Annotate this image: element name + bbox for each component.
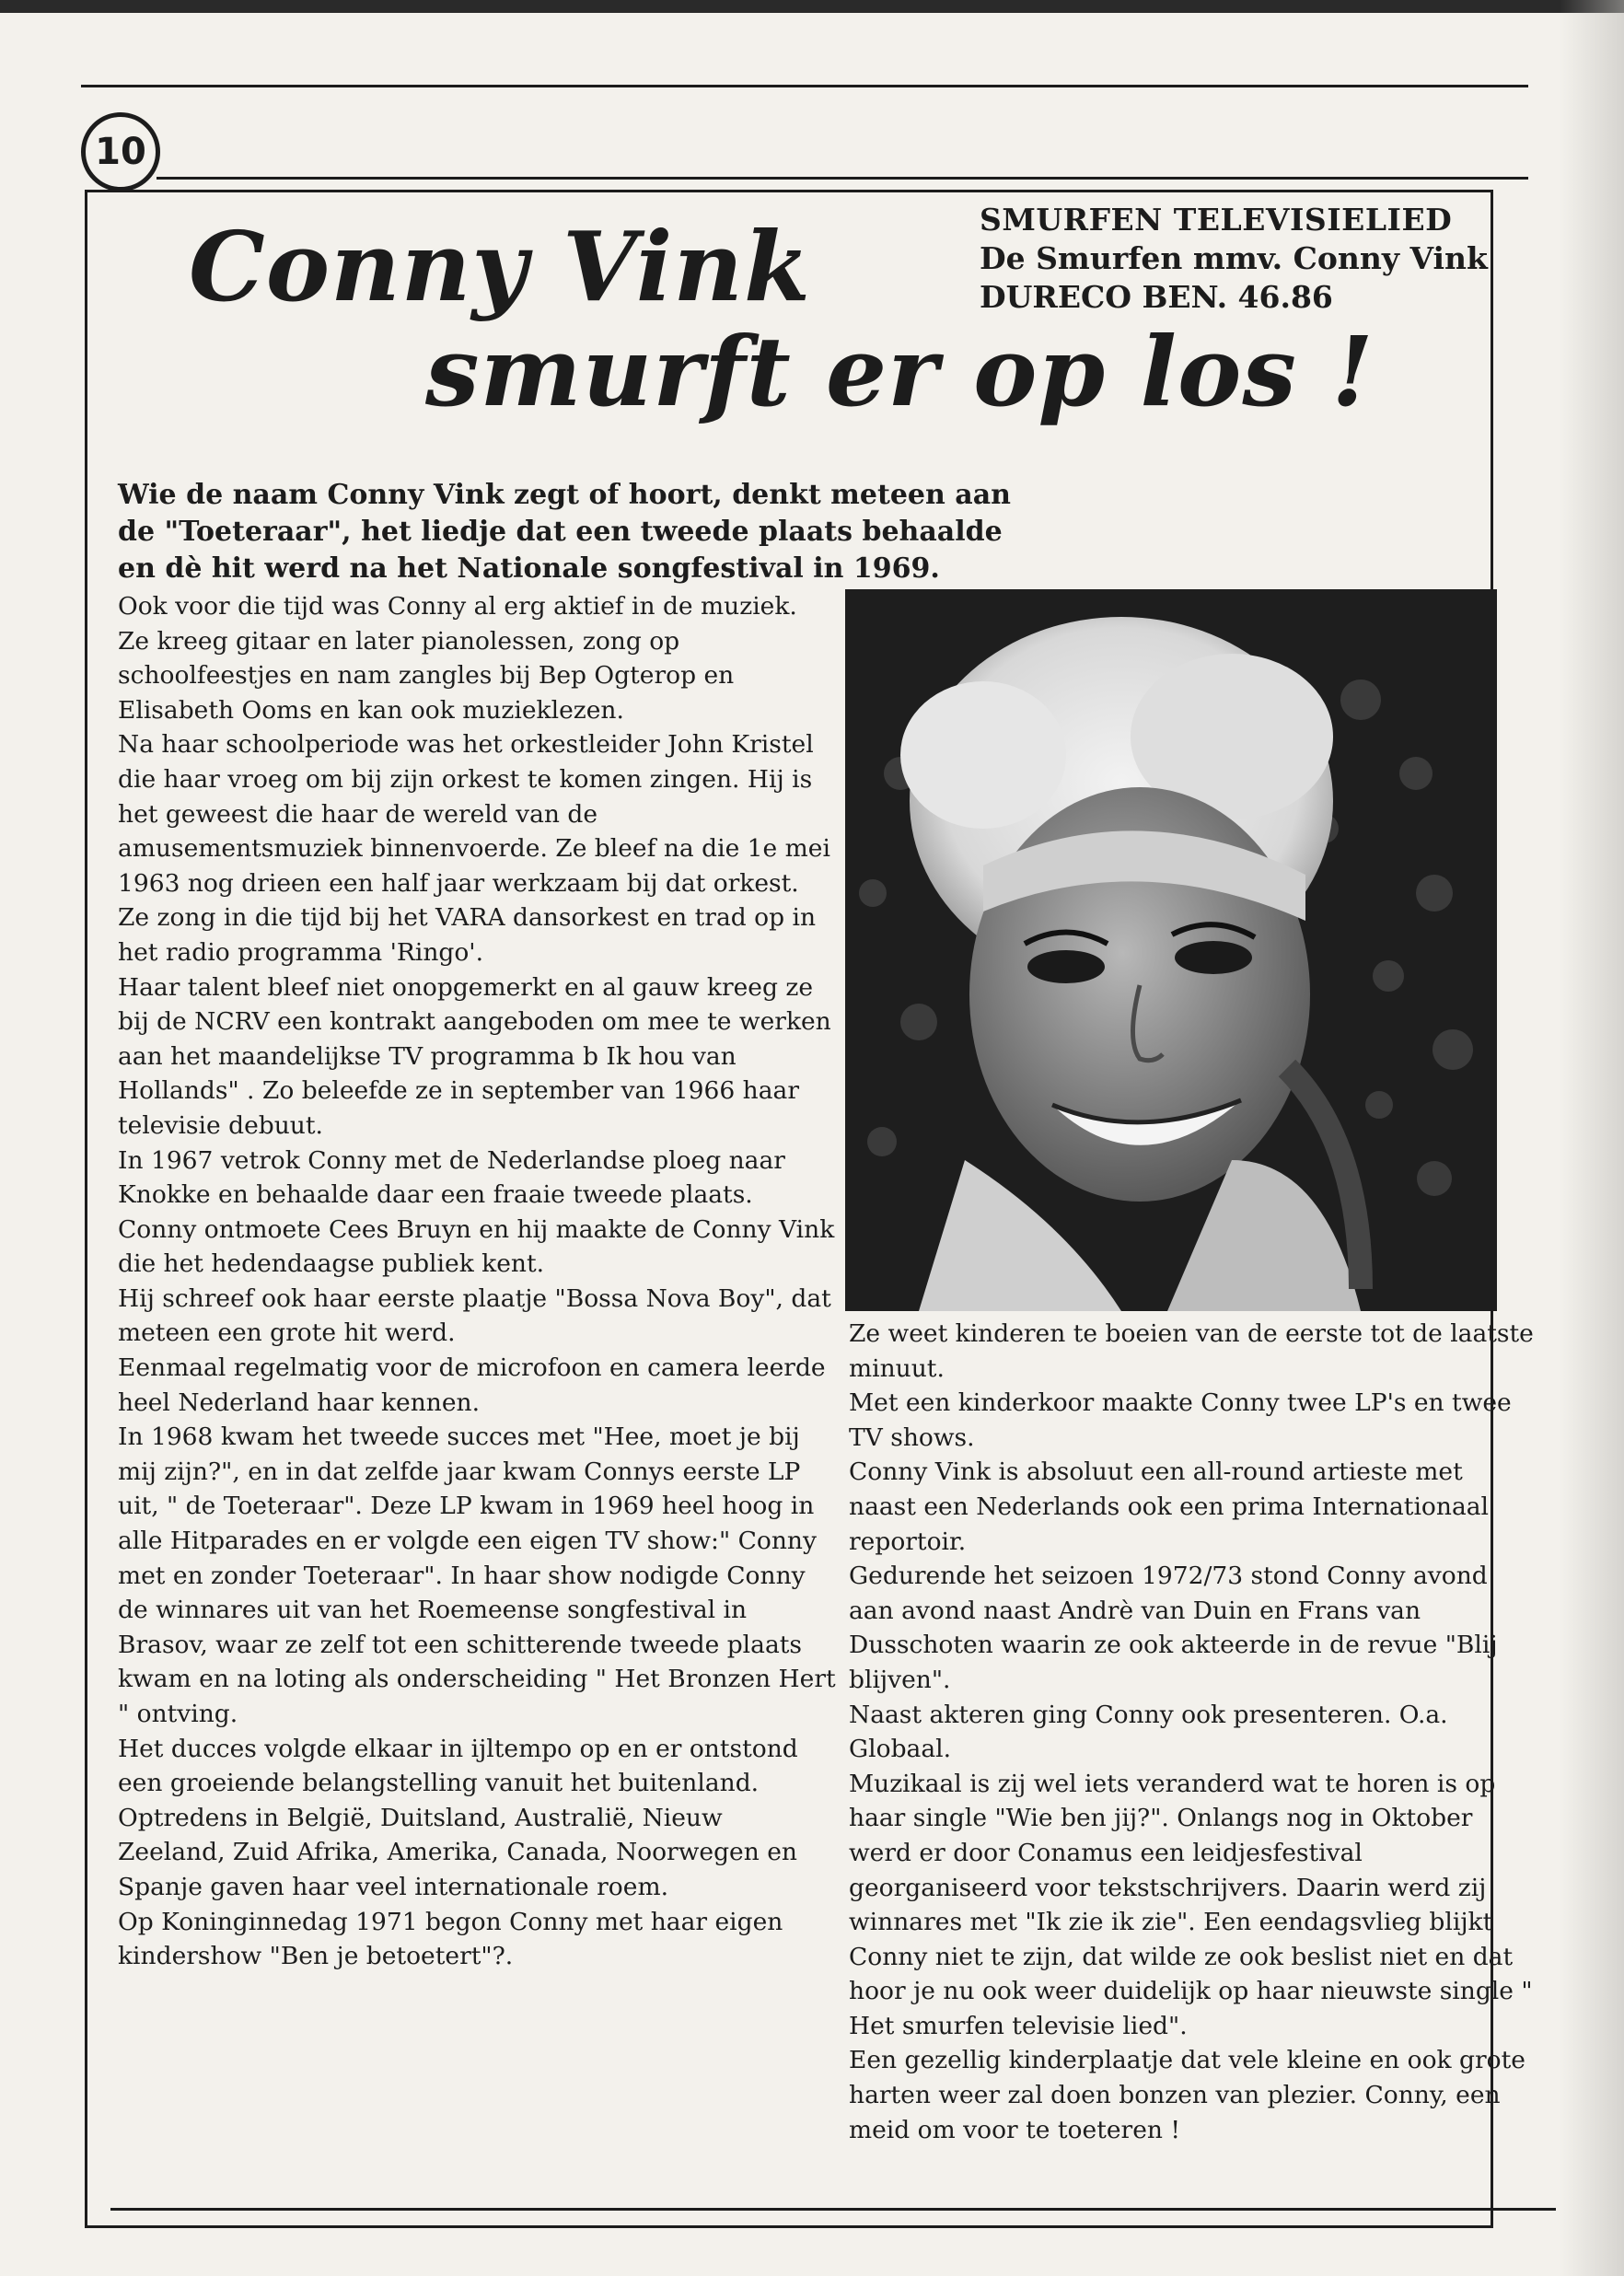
paragraph: Ze weet kinderen te boeien van de eerste tot de laatste minuut. <box>849 1319 1534 1383</box>
paragraph: Met een kinderkoor maakte Conny twee LP's en twee TV shows. <box>849 1388 1512 1452</box>
header-rule-bottom <box>157 177 1528 180</box>
paragraph: Op Koninginnedag 1971 begon Conny met haar eigen kindershow "Ben je betoetert"?. <box>118 1907 783 1971</box>
paragraph: In 1967 vetrok Conny met de Nederlandse ploeg naar Knokke en behaalde daar een fraaie tweede plaats. Conny ontmoete Cees Bruyn en hij maakte de Conny Vink die het hedendaagse publiek kent. <box>118 1145 835 1279</box>
paragraph: In 1968 kwam het tweede succes met "Hee, moet je bij mij zijn?", en in dat zelfde jaar kwam Connys eerste LP uit, " de Toeteraar". Deze LP kwam in 1969 heel hoog in alle Hitparades en er volgde een eigen TV show:" Conny met en zonder Toeteraar". In haar show nodigde Conny de winnares uit van het Roemeense songfestival in Brasov, waar ze zelf tot een schitterende tweede plaats kwam en na loting als onderscheiding " Het Bronzen Hert " ontving. <box>118 1422 836 1728</box>
portrait-illustration <box>845 589 1497 1311</box>
paragraph: Ze zong in die tijd bij het VARA dansorkest en trad op in het radio programma 'Ringo'. <box>118 903 817 967</box>
paragraph: Hij schreef ook haar eerste plaatje "Bossa Nova Boy", dat meteen een grote hit werd. <box>118 1283 831 1348</box>
paragraph: Gedurende het seizoen 1972/73 stond Conny avond aan avond naast Andrè van Duin en Frans van Dusschoten waarin ze ook akteerde in de revue "Blij blijven". <box>849 1562 1498 1694</box>
header-rule-top <box>81 85 1528 87</box>
record-artist: De Smurfen mmv. Conny Vink <box>980 240 1488 276</box>
record-catalog-number: DURECO BEN. 46.86 <box>980 279 1333 315</box>
paragraph: Een gezellig kinderplaatje dat vele kleine en ook grote harten weer zal doen bonzen van plezier. Conny, een meid om voor te toeteren ! <box>849 2046 1525 2144</box>
paragraph: Naast akteren ging Conny ook presenteren. O.a. Globaal. <box>849 1700 1448 1764</box>
paragraph: Het ducces volgde elkaar in ijltempo op en er ontstond een groeiende belangstelling vanuit het buitenland. Optredens in België, Duitsland, Australië, Nieuw Zeeland, Zuid Afrika, Amerika, Canada, Noorwegen en Spanje gaven haar veel internationale roem. <box>118 1734 798 1901</box>
lead-paragraph <box>118 477 1075 587</box>
lead-line: de "Toeteraar", het liedje dat een tweede plaats behaalde <box>118 516 1003 548</box>
paragraph: Eenmaal regelmatig voor de microfoon en camera leerde heel Nederland haar kennen. <box>118 1353 826 1417</box>
record-info <box>980 201 1488 317</box>
lead-line: en dè hit werd na het Nationale songfestival in 1969. <box>118 552 940 585</box>
paragraph: Conny Vink is absoluut een all-round artieste met naast een Nederlands ook een prima Internationaal reportoir. <box>849 1457 1490 1556</box>
paragraph: Muzikaal is zij wel iets veranderd wat te horen is op haar single "Wie ben jij?". Onlangs nog in Oktober werd er door Conamus een leidjesfestival georganiseerd voor tekstschrijvers. Daarin werd zij winnares met "Ik zie ik zie". Een eendagsvlieg blijkt Conny niet te zijn, dat wilde ze ook beslist niet en dat hoor je nu ook weer duidelijk op haar nieuwste single " Het smurfen televisie lied". <box>849 1769 1533 2040</box>
headline-line-1: Conny Vink <box>189 210 812 323</box>
scan-right-edge-shadow <box>1560 0 1624 2276</box>
record-title: SMURFEN TELEVISIELIED <box>980 202 1453 238</box>
paragraph: Ook voor die tijd was Conny al erg aktief in de muziek. Ze kreeg gitaar en later pianolessen, zong op schoolfeestjes en nam zangles bij Bep Ogterop en Elisabeth Ooms en kan ook muzieklezen. <box>118 592 797 725</box>
conny-vink-photo <box>845 589 1497 1311</box>
headline-line-2: smurft er op los ! <box>425 315 1375 428</box>
lead-line: Wie de naam Conny Vink zegt of hoort, denkt meteen aan <box>118 479 1011 511</box>
footer-rule <box>110 2208 1556 2211</box>
right-column <box>849 1317 1537 2147</box>
paragraph: Na haar schoolperiode was het orkestleider John Kristel die haar vroeg om bij zijn orkest te komen zingen. Hij is het geweest die haar de wereld van de amusementsmuziek binnenvoerde. Ze bleef na die 1e mei 1963 nog drieen een half jaar werkzaam bij dat orkest. <box>118 730 830 898</box>
scan-top-edge <box>0 0 1624 13</box>
left-column <box>118 589 836 1974</box>
page-number: 10 <box>81 112 160 192</box>
paragraph: Haar talent bleef niet onopgemerkt en al gauw kreeg ze bij de NCRV een kontrakt aangeboden om mee te werken aan het maandelijkse TV programma b Ik hou van Hollands" . Zo beleefde ze in september van 1966 haar televisie debuut. <box>118 972 831 1140</box>
